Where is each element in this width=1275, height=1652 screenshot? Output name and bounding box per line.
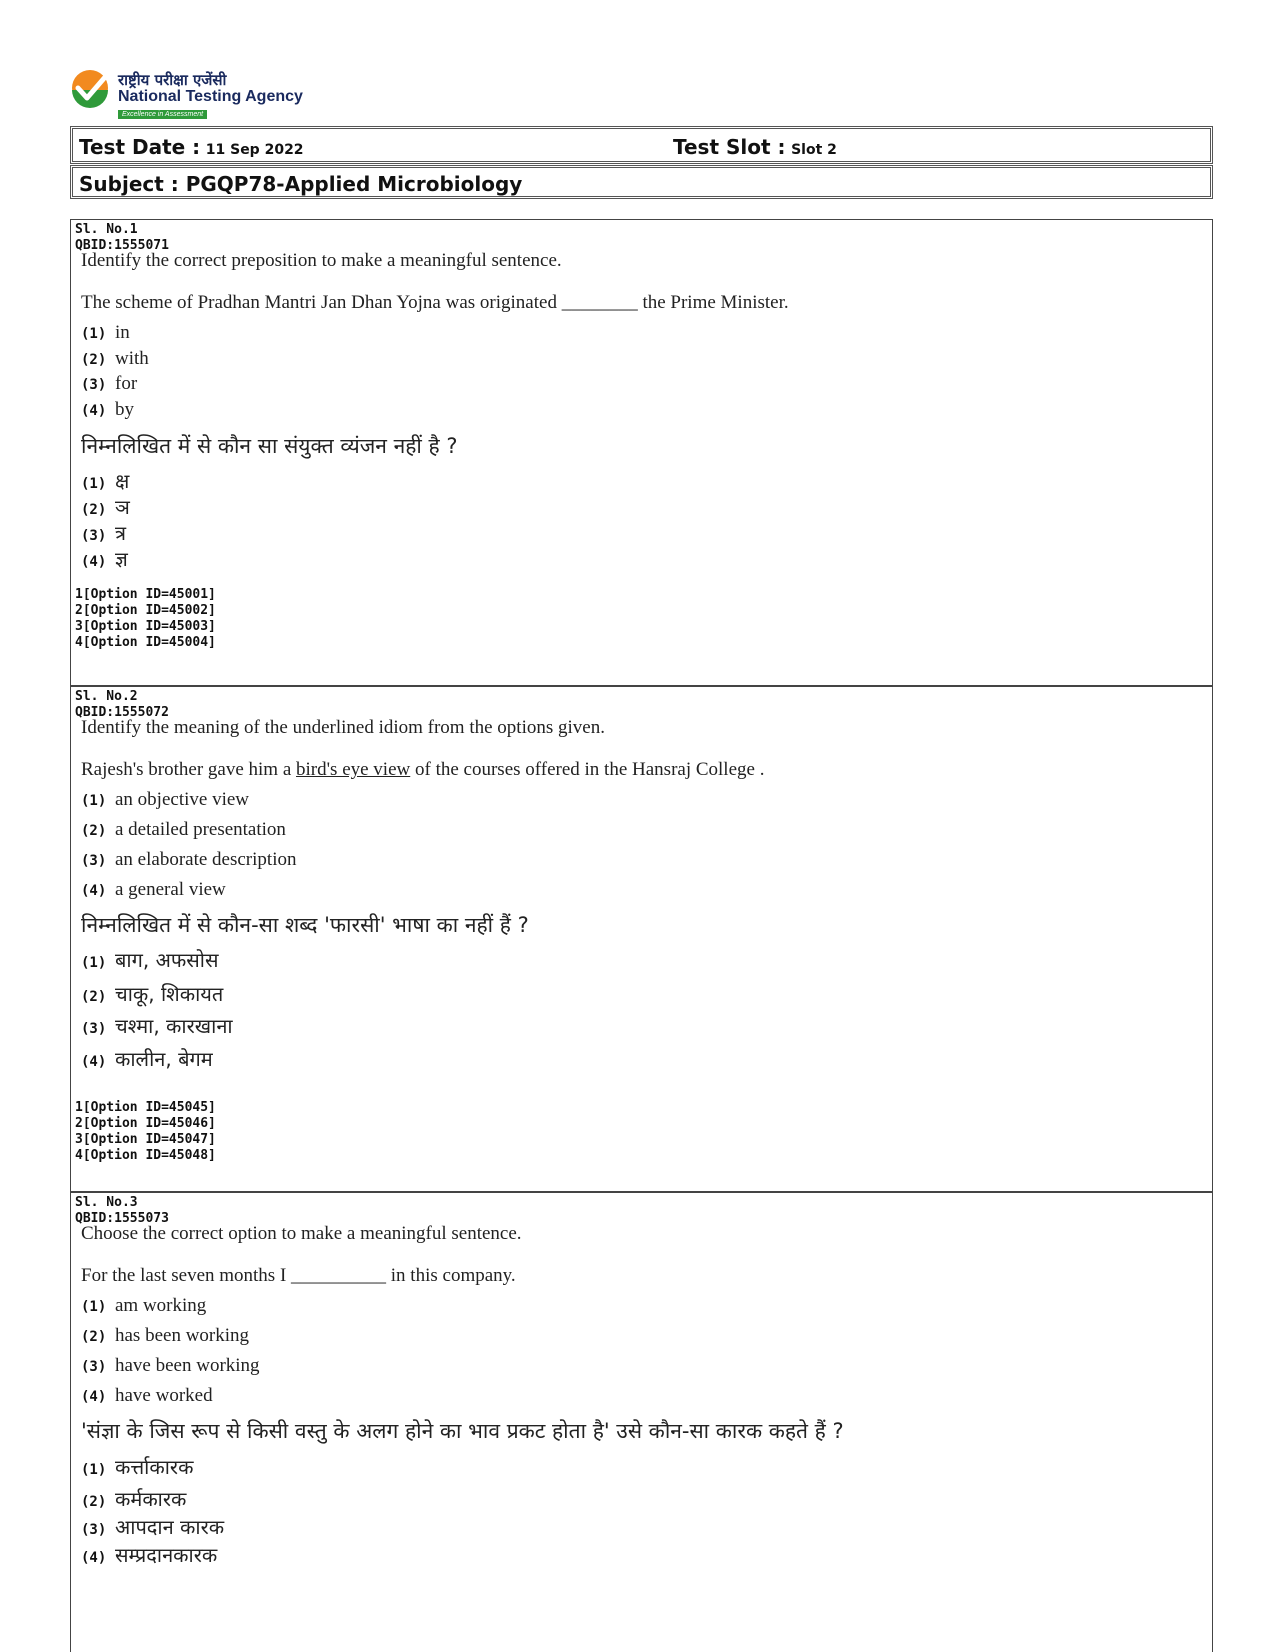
sl-no: Sl. No.3 (75, 1195, 138, 1210)
sl-no: Sl. No.2 (75, 689, 138, 704)
option-item: (1) कर्त्ताकारक (81, 1455, 194, 1479)
english-sentence: The scheme of Pradhan Mantri Jan Dhan Yojna was originated ________ the Prime Minister. (81, 292, 789, 313)
qbid: QBID:1555073 (75, 1211, 169, 1226)
option-item: (2) कर्मकारक (81, 1487, 187, 1511)
option-item: (3) त्र (81, 521, 127, 545)
test-date-value: 11 Sep 2022 (205, 142, 304, 158)
hindi-question: निम्नलिखित में से कौन सा संयुक्त व्यंजन नहीं है ? (81, 434, 458, 458)
nta-check-icon (70, 68, 110, 108)
question-block-1 (70, 219, 1213, 686)
question-block-3 (70, 1192, 1213, 1652)
english-instruction: Identify the meaning of the underlined idiom from the options given. (81, 717, 605, 738)
option-item: (2) ञ (81, 495, 130, 519)
english-sentence: Rajesh's brother gave him a bird's eye view of the courses offered in the Hansraj College . (81, 759, 765, 780)
option-item: (2) a detailed presentation (81, 819, 286, 840)
test-date-label: Test Date : (79, 135, 201, 159)
nta-logo (70, 68, 330, 120)
option-item: (1) an objective view (81, 789, 250, 810)
hindi-question: निम्नलिखित में से कौन-सा शब्द 'फारसी' भाषा का नहीं हैं ? (81, 913, 529, 937)
option-item: (4) कालीन, बेगम (81, 1047, 213, 1071)
logo-hindi-text: राष्ट्रीय परीक्षा एजेंसी (118, 71, 227, 89)
english-instruction: Identify the correct preposition to make a meaningful sentence. (81, 250, 562, 271)
option-item: (3) आपदान कारक (81, 1515, 225, 1539)
option-item: (4) by (81, 399, 134, 420)
option-item: (4) a general view (81, 879, 226, 900)
option-item: (4) ज्ञ (81, 547, 128, 571)
test-slot (673, 135, 837, 159)
option-item: (2) with (81, 348, 149, 369)
option-item: (4) सम्प्रदानकारक (81, 1543, 218, 1567)
option-ids: 1[Option ID=45045] 2[Option ID=45046] 3[Option ID=45047] 4[Option ID=45048] (75, 1100, 216, 1163)
option-item: (2) चाकू, शिकायत (81, 982, 224, 1006)
option-item: (3) an elaborate description (81, 849, 297, 870)
test-date (79, 135, 304, 159)
qbid: QBID:1555072 (75, 705, 169, 720)
option-item: (1) बाग, अफसोस (81, 948, 219, 972)
question-block-2 (70, 686, 1213, 1192)
underlined-idiom: bird's eye view (296, 759, 411, 780)
test-info-row (70, 126, 1213, 164)
option-item: (1) in (81, 322, 130, 343)
test-slot-label: Test Slot : (673, 135, 786, 159)
english-instruction: Choose the correct option to make a meaningful sentence. (81, 1223, 522, 1244)
english-sentence: For the last seven months I __________ in this company. (81, 1265, 516, 1286)
option-item: (3) have been working (81, 1355, 260, 1376)
logo-english-text: National Testing Agency (118, 88, 303, 105)
option-item: (3) for (81, 373, 138, 394)
option-ids: 1[Option ID=45001] 2[Option ID=45002] 3[Option ID=45003] 4[Option ID=45004] (75, 587, 216, 650)
sl-no: Sl. No.1 (75, 222, 138, 237)
option-item: (4) have worked (81, 1385, 213, 1406)
qbid: QBID:1555071 (75, 238, 169, 253)
option-item: (3) चश्मा, कारखाना (81, 1014, 233, 1038)
test-slot-value: Slot 2 (791, 142, 837, 158)
option-item: (1) क्ष (81, 469, 130, 493)
subject-row (70, 165, 1213, 199)
logo-tagline: Excellence in Assessment (118, 110, 207, 119)
subject-title: Subject : PGQP78-Applied Microbiology (79, 172, 523, 196)
option-item: (1) am working (81, 1295, 207, 1316)
option-item: (2) has been working (81, 1325, 250, 1346)
hindi-question: 'संज्ञा के जिस रूप से किसी वस्तु के अलग होने का भाव प्रकट होता है' उसे कौन-सा कारक कहते हैं ? (81, 1419, 844, 1443)
